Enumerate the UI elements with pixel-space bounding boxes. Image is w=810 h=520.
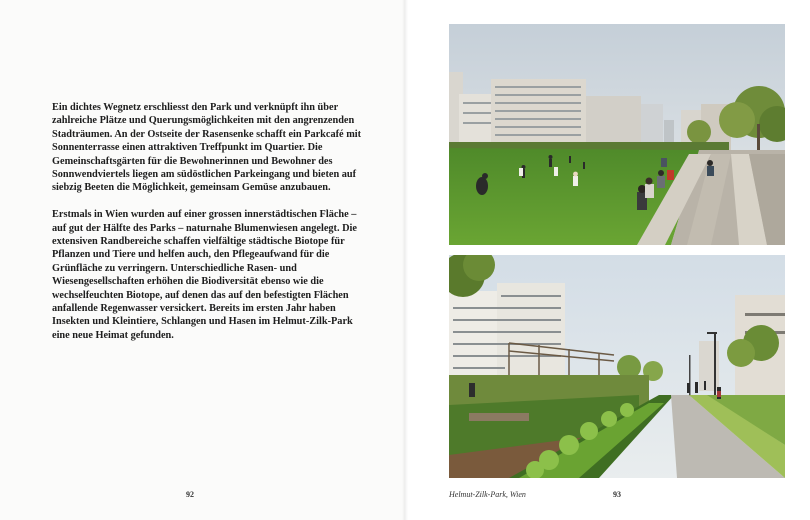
paragraph-1: Ein dichtes Wegnetz erschliesst den Park und verknüpft ihn über zahlreiche Plätze und Querungsmöglichkeiten mit den angrenzenden Stadträumen. An der Ostseite der Rasensenke schafft ein Parkcafé mit Sonnenterrasse einen attraktiven Treffpunkt im Quartier. Die Gemeinschaftsgärten für die Bewohnerinnen und Bewohner des Sonnwendviertels liegen am südöstlichen Parkeingang und bieten auf siebzig Beeten die Möglichkeit, gemeinsam Gemüse anzubauen. xyxy=(52,102,362,194)
park-lawn-photo xyxy=(449,24,785,245)
community-garden-photo xyxy=(449,255,785,478)
page-number-right: 93 xyxy=(613,490,621,499)
paragraph-2: Erstmals in Wien wurden auf einer grossen innerstädtischen Fläche – auf gut der Hälfte des Parks – naturnahe Blumenwiesen angelegt. Die extensiven Randbereiche schaffen vielfältige städtische Biotope für Pflanzen und Tiere und helfen auch, den Pflegeaufwand für die Grünfläche zu verringern. Unterschiedliche Rasen- und Wiesengesellschaften erhöhen die Biodiversität ebenso wie die wechselfeuchten Biotope, auf denen das auf den befestigten Flächen anfallende Regenwasser versickert. Bereits im ersten Jahr haben Insekten und Kleintiere, Schlangen und Hasen im Helmut-Zilk-Park eine neue Heimat gefunden. xyxy=(52,209,357,341)
photo-caption: Helmut-Zilk-Park, Wien xyxy=(449,490,526,499)
page-number-left: 92 xyxy=(186,490,194,499)
body-text xyxy=(52,101,370,356)
book-gutter xyxy=(402,0,408,520)
